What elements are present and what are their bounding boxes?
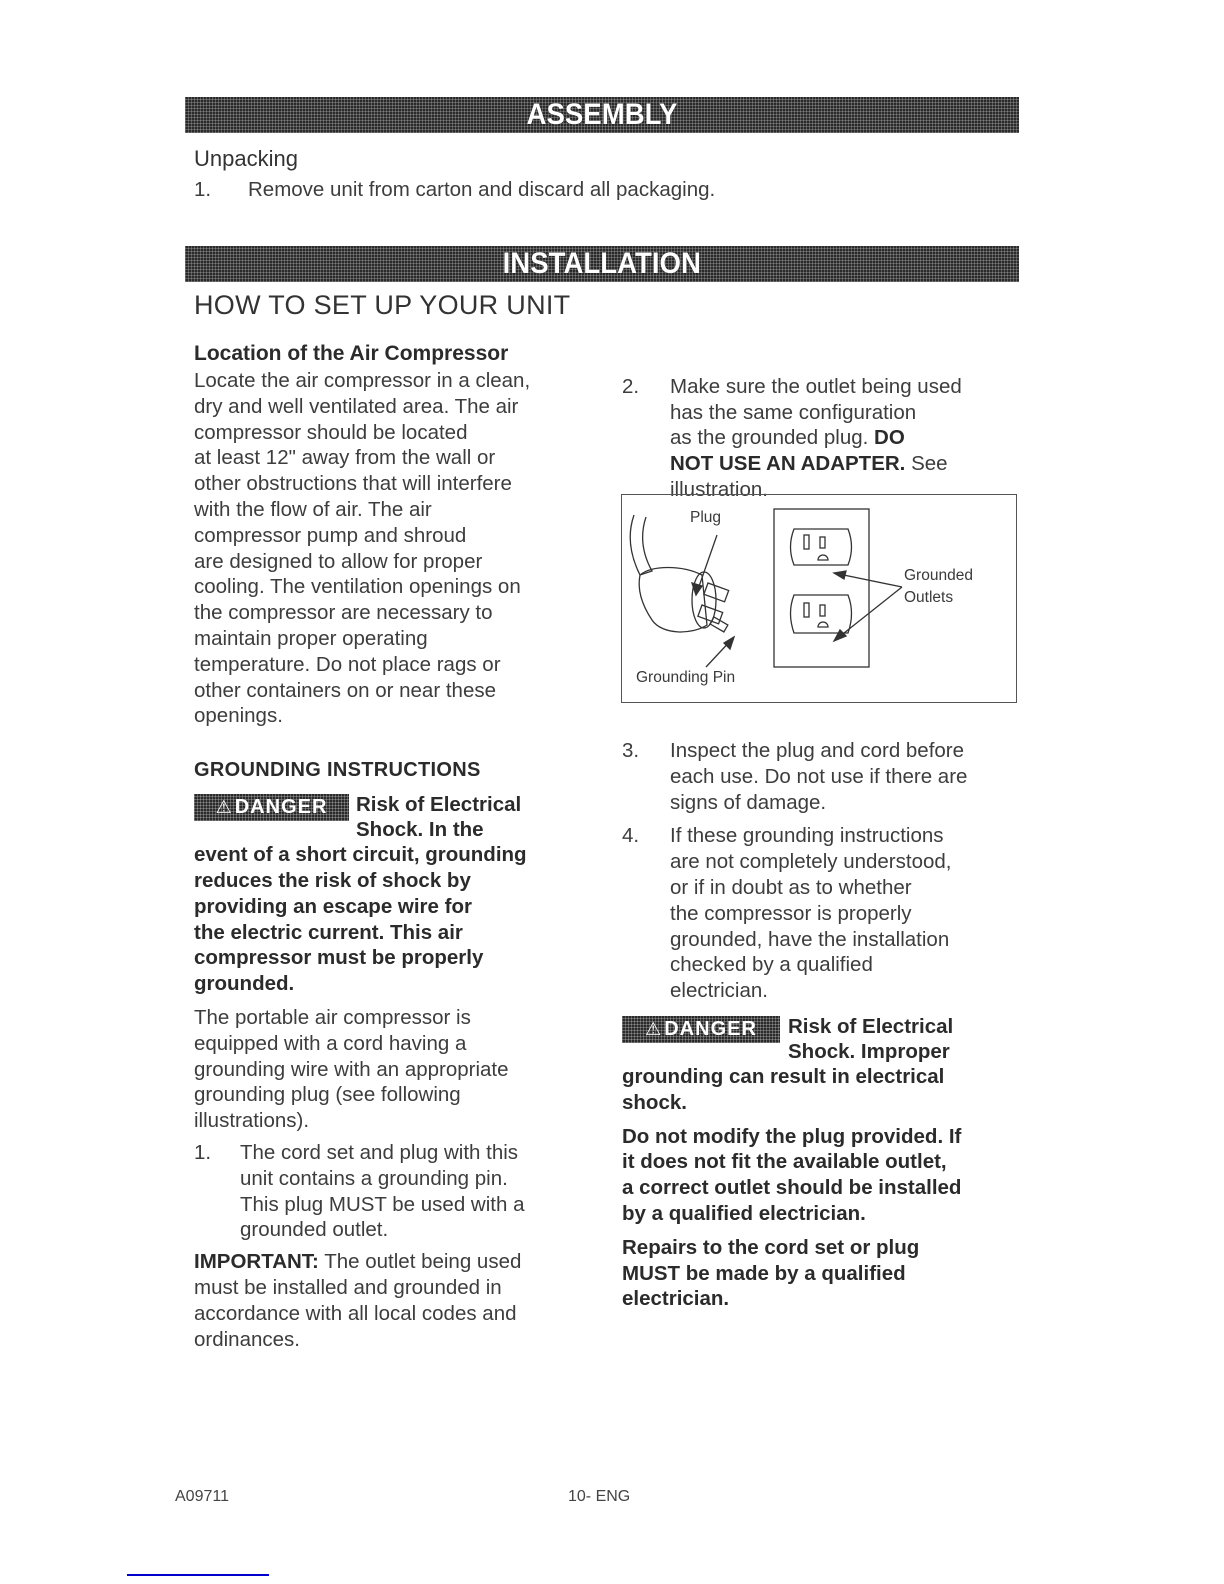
outlets-label: Outlets (904, 589, 954, 606)
location-heading: Location of the Air Compressor (194, 342, 509, 365)
grounded-label: Grounded (904, 567, 973, 584)
danger-2-repairs-warning: Repairs to the cord set or plug MUST be made by a qualified electrician. (622, 1235, 920, 1311)
step-2: 2. Make sure the outlet being used has the same configuration as the grounded plug. DO NOT USE AN ADAPTER. See illustration. (622, 374, 962, 501)
important-note: IMPORTANT: The outlet being used must be installed and grounded in accordance with all local codes and ordinances. (194, 1250, 522, 1351)
plug-label: Plug (690, 509, 722, 526)
unpacking-heading: Unpacking (194, 146, 298, 171)
grounding-step-1: 1. The cord set and plug with this unit contains a grounding pin. This plug MUST be used with a grounded outlet. (194, 1140, 525, 1242)
danger-badge: ⚠ DANGER (194, 794, 349, 821)
warning-triangle-icon: ⚠ (215, 797, 233, 818)
plug-outlet-illustration (621, 494, 1017, 703)
danger-2-modify-warning: Do not modify the plug provided. If it does not fit the available outlet, a correct outlet should be installed by a qualified electrician. (622, 1124, 962, 1225)
danger-2-text: grounding can result in electrical shock. (622, 1064, 945, 1114)
right-column-lower (622, 738, 1022, 1312)
left-column (194, 342, 594, 1352)
danger-notice-2: ⚠ DANGER Risk of Electrical Shock. Improper (622, 1014, 1022, 1064)
location-paragraph: Locate the air compressor in a clean, dry and well ventilated area. The air compressor should be located at least 12" away from the wall or other obstructions that will interfere with the flow of air. The air compressor pump and shroud are designed to allow for proper cooling. The ventilation openings on the compressor are necessary to maintain proper operating temperature. Do not place rags or other containers on or near these openings. (194, 369, 531, 728)
warning-triangle-icon: ⚠ (645, 1018, 663, 1039)
installation-title: INSTALLATION (502, 247, 702, 280)
unpacking-step-1: 1. Remove unit from carton and discard all packaging. (194, 178, 716, 201)
page-heading: HOW TO SET UP YOUR UNIT (194, 290, 571, 320)
grounding-pin-label: Grounding Pin (636, 669, 736, 686)
assembly-title: ASSEMBLY (526, 98, 678, 131)
step-3: 3. Inspect the plug and cord before each use. Do not use if there are signs of damage. (622, 739, 968, 814)
danger-notice-1: ⚠ DANGER Risk of Electrical Shock. In the (194, 792, 594, 842)
assembly-banner (185, 97, 1019, 133)
danger-badge: ⚠ DANGER (622, 1016, 780, 1043)
page-number: 10- ENG (568, 1488, 631, 1505)
step-4: 4. If these grounding instructions are not completely understood, or if in doubt as to whether the compressor is properly grounded, have the installation checked by a qualified electrician. (622, 824, 952, 1003)
installation-banner (185, 246, 1019, 282)
grounding-heading: GROUNDING INSTRUCTIONS (194, 759, 481, 782)
danger-1-text: event of a short circuit, grounding reduces the risk of shock by providing an escape wire for the electric current. This air compressor must be properly grounded. (194, 843, 527, 996)
link-underline (127, 1574, 269, 1576)
grounding-intro: The portable air compressor is equipped with a cord having a grounding wire with an appropriate grounding plug (see following illustrations). (194, 1005, 509, 1133)
document-code: A09711 (175, 1488, 229, 1505)
